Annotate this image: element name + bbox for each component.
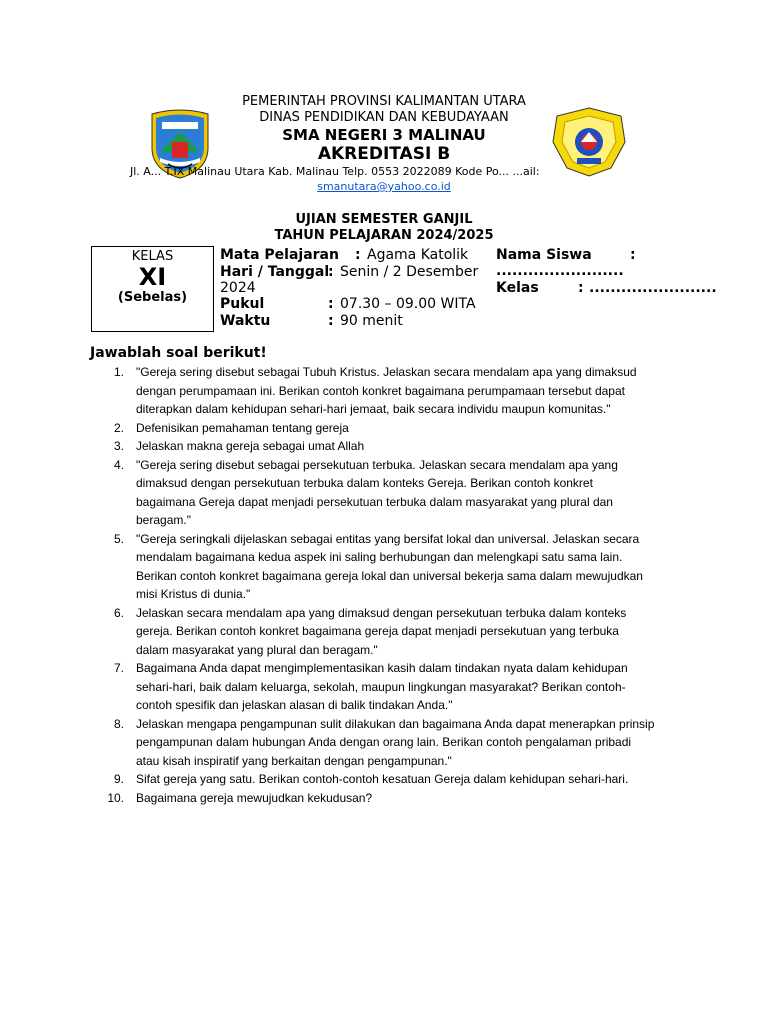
question-item xyxy=(90,419,690,438)
question-text-line: mendalam bagaimana kedua aspek ini saling berhubungan dan melengkapi satu sama lain. xyxy=(136,550,623,564)
question-number: 5. xyxy=(113,531,124,546)
question-item xyxy=(90,715,690,771)
question-number: 9. xyxy=(113,772,124,786)
kelas-label: Kelas xyxy=(496,280,539,296)
question-text-line: sehari-hari, baik dalam keluarga, sekolah, maupun lingkungan masyarakat? Berikan contoh- xyxy=(136,679,626,694)
waktu-label: Waktu xyxy=(220,313,271,329)
hari-value: Senin / 2 Desember xyxy=(340,264,479,280)
question-list xyxy=(90,363,690,807)
question-text-line: Bagaimana Anda dapat mengimplementasikan kasih dalam tindakan nyata dalam kehidupan xyxy=(136,661,628,675)
question-item xyxy=(90,789,690,808)
question-number: 7. xyxy=(113,661,124,675)
exam-year: TAHUN PELAJARAN 2024/2025 xyxy=(274,228,494,243)
question-number: 4. xyxy=(113,457,124,472)
email-link[interactable]: smanutara@yahoo.co.id xyxy=(317,180,451,193)
question-item xyxy=(90,456,690,530)
exam-title: UJIAN SEMESTER GANJIL xyxy=(295,212,473,227)
mapel-value: Agama Katolik xyxy=(367,247,469,263)
question-number: 3. xyxy=(113,439,124,453)
kelas-box-value: XI xyxy=(138,263,167,291)
question-number: 1. xyxy=(113,365,124,379)
question-text-line: "Gereja seringkali dijelaskan sebagai entitas yang bersifat lokal dan universal. Jelaskan secara xyxy=(136,531,640,546)
question-text-line: Jelaskan secara mendalam apa yang dimaksud dengan persekutuan terbuka dalam konteks xyxy=(136,605,627,620)
instruction: Jawablah soal berikut! xyxy=(90,345,267,361)
header-line2: DINAS PENDIDIKAN DAN KEBUDAYAAN xyxy=(259,110,509,125)
hari-value-year: 2024 xyxy=(220,280,256,296)
nama-label: Nama Siswa xyxy=(496,247,592,263)
question-item xyxy=(90,363,690,419)
question-text-line: bagaimana Gereja dapat menjadi persekutuan terbuka dalam masyarakat yang plural dan xyxy=(136,494,613,509)
question-text-line: "Gereja sering disebut sebagai Tubuh Kristus. Jelaskan secara mendalam apa yang dimaksud xyxy=(136,365,637,379)
header-line1: PEMERINTAH PROVINSI KALIMANTAN UTARA xyxy=(242,94,526,109)
pukul-value: 07.30 – 09.00 WITA xyxy=(340,296,476,312)
question-text-line: atau kisah inspiratif yang berkaitan dengan pengampunan." xyxy=(136,753,452,768)
question-text-line: pengampunan dalam hubungan Anda dengan orang lain. Berikan contoh pengalaman pribadi xyxy=(136,735,632,749)
waktu-colon: : xyxy=(328,313,334,329)
question-text-line: gereja. Berikan contoh konkret bagaimana gereja dapat menjadi persekutuan yang terbuka xyxy=(136,624,619,638)
question-text-line: Jelaskan mengapa pengampunan sulit dilakukan dan bagaimana Anda dapat menerapkan prinsip xyxy=(136,716,655,731)
kelas-colon: : xyxy=(578,280,584,296)
question-number: 8. xyxy=(113,716,124,731)
question-number: 2. xyxy=(113,420,124,435)
question-text-line: Sifat gereja yang satu. Berikan contoh-contoh kesatuan Gereja dalam kehidupan sehari-hari. xyxy=(136,772,629,786)
question-item xyxy=(90,659,690,715)
pukul-label: Pukul xyxy=(220,296,265,312)
question-item xyxy=(90,604,690,660)
hari-label: Hari / Tanggal xyxy=(220,264,330,280)
nama-field: ........................ xyxy=(496,263,624,279)
question-text-line: beragam." xyxy=(136,513,191,527)
accreditation: AKREDITASI B xyxy=(317,144,451,164)
question-text-line: Defenisikan pemahaman tentang gereja xyxy=(136,420,349,435)
question-text-line: dengan perumpamaan ini. Berikan contoh konkret bagaimana perumpamaan tersebut dapat xyxy=(136,383,625,398)
kelas-field: ........................ xyxy=(589,280,717,296)
question-item xyxy=(90,437,690,456)
question-item xyxy=(90,770,690,789)
address: Jl. A... T.IX Malinau Utara Kab. Malinau Telp. 0553 2022089 Kode Po... ...ail: xyxy=(130,165,540,178)
question-text-line: dalam masyarakat yang plural dan beragam." xyxy=(136,642,378,657)
kelas-box-sub: (Sebelas) xyxy=(117,290,188,305)
question-text-line: dimaksud dengan persekutuan terbuka dalam konteks Gereja. Berikan contoh konkret xyxy=(136,476,593,490)
question-text-line: Jelaskan makna gereja sebagai umat Allah xyxy=(136,439,365,453)
mapel-colon: : xyxy=(355,247,361,263)
question-number: 10. xyxy=(107,790,124,805)
question-text-line: Berikan contoh konkret bagaimana gereja lokal dan universal bekerja sama dalam mewujudkan xyxy=(136,568,643,583)
question-text-line: Bagaimana gereja mewujudkan kekudusan? xyxy=(136,790,373,805)
kelas-box xyxy=(91,246,214,332)
question-text-line: "Gereja sering disebut sebagai persekutuan terbuka. Jelaskan secara mendalam apa yang xyxy=(136,457,618,472)
question-number: 6. xyxy=(113,605,124,620)
question-item xyxy=(90,530,690,604)
pukul-colon: : xyxy=(328,296,334,312)
question-text-line: misi Kristus di dunia." xyxy=(136,587,251,601)
kelas-box-label: KELAS xyxy=(131,249,174,264)
waktu-value: 90 menit xyxy=(340,313,403,329)
hari-colon: : xyxy=(328,264,334,280)
question-text-line: diterapkan dalam kehidupan sehari-hari jemaat, baik secara individu maupun komunitas." xyxy=(136,402,611,416)
question-text-line: contoh spesifik dan jelaskan alasan di balik tindakan Anda." xyxy=(136,698,453,712)
school-name: SMA NEGERI 3 MALINAU xyxy=(282,126,486,144)
mapel-label: Mata Pelajaran xyxy=(220,247,339,263)
nama-colon: : xyxy=(630,247,636,263)
